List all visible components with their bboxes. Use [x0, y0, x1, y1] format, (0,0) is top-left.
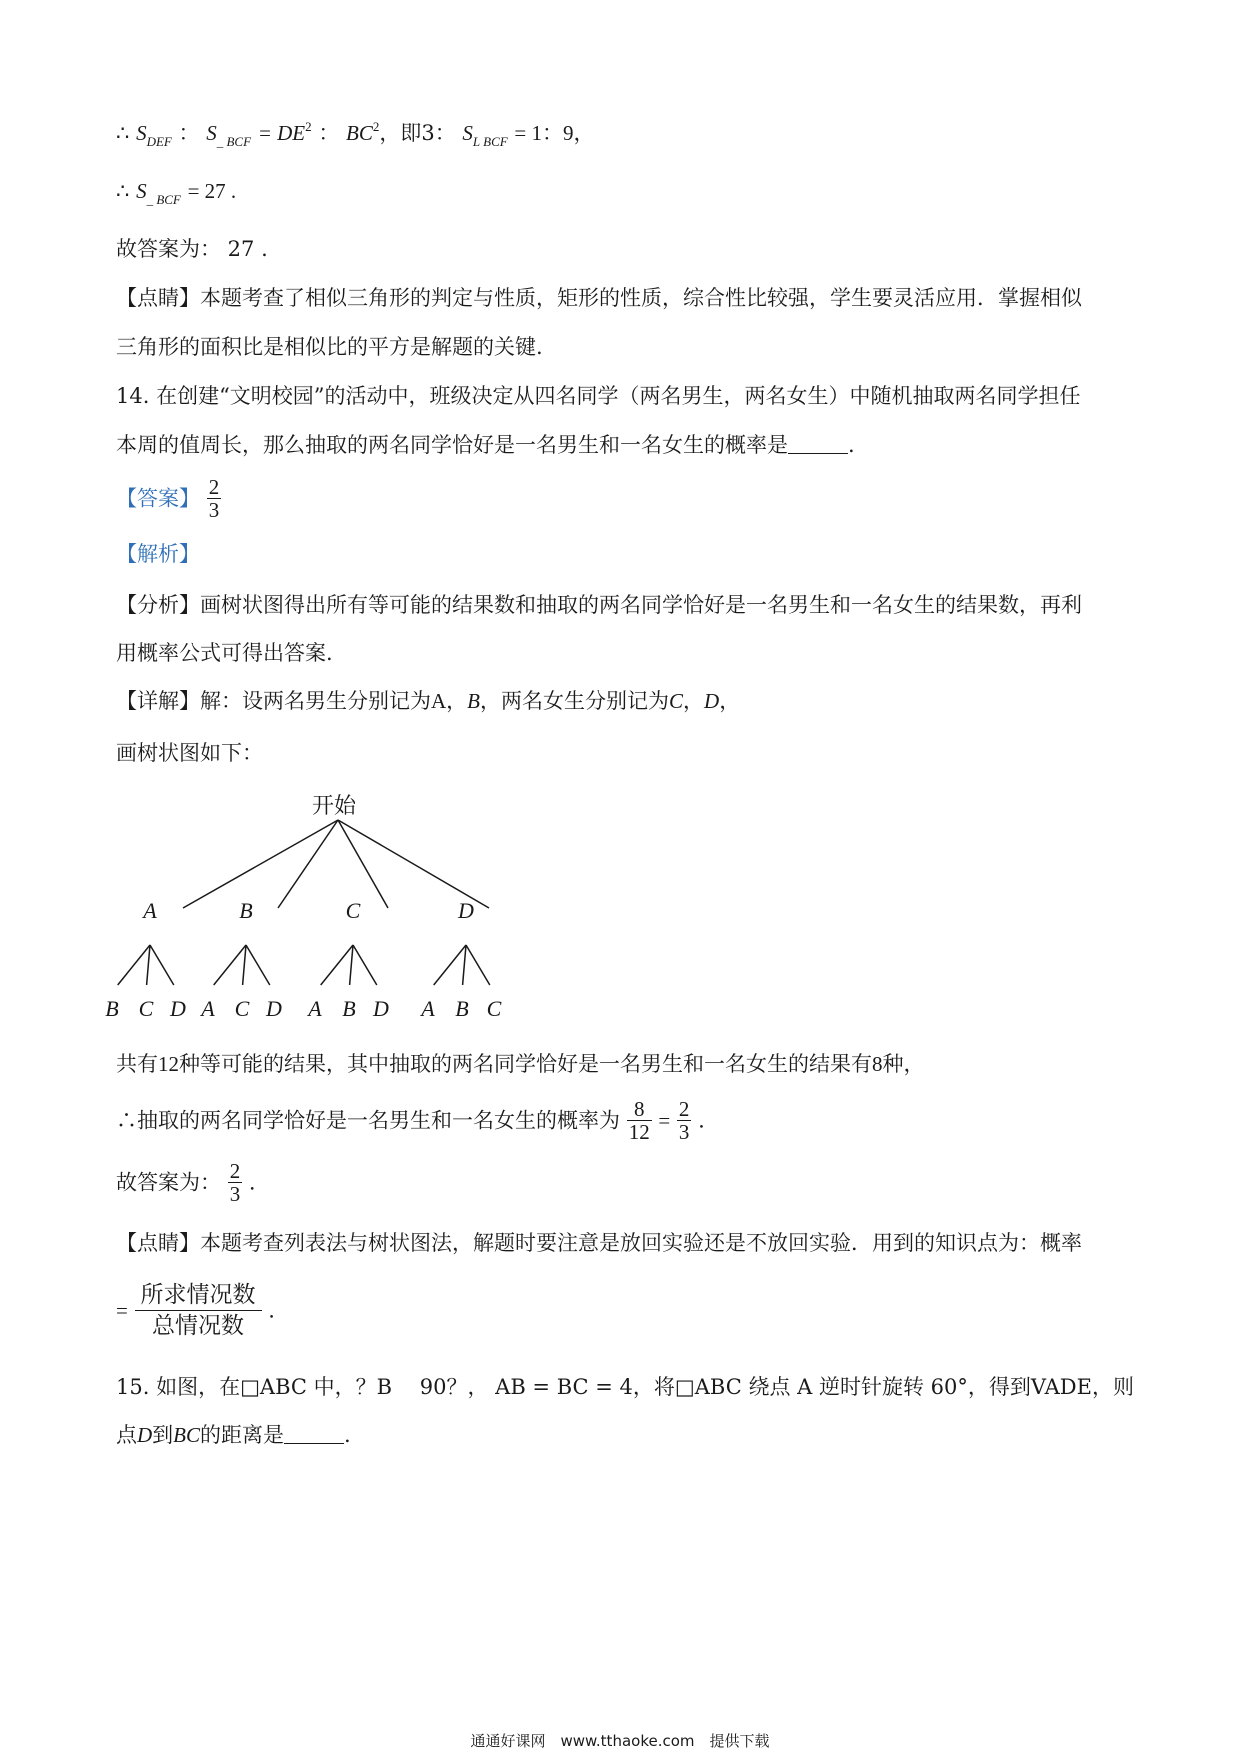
tree-leaf-A: A	[201, 996, 215, 1021]
probability-formula: = $\frac{\text{所求情况数}}{\text{总情况数}}$ .	[116, 1282, 275, 1339]
tree-edge	[150, 945, 174, 985]
tree-edge	[321, 945, 353, 985]
tree-edge	[350, 945, 353, 985]
answer-line: 故答案为： 27 .	[116, 237, 268, 261]
tree-leaf-B: B	[342, 996, 356, 1021]
tree-edge	[243, 945, 246, 985]
tree-edge	[214, 945, 246, 985]
tree-edge	[466, 945, 490, 985]
comment-line: 三角形的面积比是相似比的平方是解题的关键.	[116, 335, 543, 359]
answer-blank	[788, 433, 848, 454]
tree-leaf-A: A	[421, 996, 435, 1021]
tree-diagram	[105, 780, 568, 1021]
tree-leaf-B: B	[105, 996, 119, 1021]
tree-leaf-D: D	[266, 996, 282, 1021]
tree-leaf-C: C	[138, 996, 154, 1021]
answer-block	[116, 476, 221, 521]
tree-level-2	[105, 945, 501, 1021]
comment-line: 【点睛】本题考查列表法与树状图法，解题时要注意是放回实验还是不放回实验．用到的知识点为：概率	[116, 1231, 1082, 1255]
answer-tag: 【答案】	[116, 486, 200, 511]
tree-node-D: D	[458, 898, 474, 923]
tree-edge	[246, 945, 270, 985]
tree-edge	[353, 945, 377, 985]
tree-node-B: B	[239, 898, 253, 923]
result-line: ∴ $S_{\_ BCF} = 27$ .	[116, 179, 237, 207]
analysis-tag: 【解析】	[116, 542, 200, 566]
tree-root-label: 开始	[311, 794, 357, 819]
area-symbol: S	[462, 121, 473, 145]
question-15: 15. 如图，在□ABC 中，？B 90？， AB = BC = 4，将□ABC 绕点 A 逆时针旋转 60°，得到VADE，则	[116, 1375, 1134, 1399]
answer-blank	[284, 1423, 344, 1444]
tree-leaf-C: C	[486, 996, 502, 1021]
therefore-symbol: ∴	[116, 121, 130, 145]
tree-leaf-C: C	[234, 996, 250, 1021]
final-answer-line: 故答案为： $\frac{2}{3}$ .	[116, 1159, 256, 1206]
tree-level-1	[141, 898, 474, 923]
tree-edge	[434, 945, 466, 985]
question-14: 14. 在创建“文明校园”的活动中，班级决定从四名同学（两名男生，两名女生）中随机抽取两名同学担任	[116, 384, 1081, 408]
detail-line: 【详解】解：设两名男生分别记为A，B，两名女生分别记为C，D，	[116, 689, 741, 713]
tree-leaf-D: D	[373, 996, 389, 1021]
formula-fraction: $\frac{\text{所求情况数}}{\text{总情况数}}$	[135, 1280, 262, 1341]
tree-intro: 画树状图如下：	[116, 741, 263, 765]
tree-node-C: C	[345, 898, 361, 923]
area-subscript: DEF	[146, 134, 172, 149]
area-symbol: S	[136, 121, 147, 145]
tree-leaf-D: D	[170, 996, 186, 1021]
probability-line: ∴抽取的两名同学恰好是一名男生和一名女生的概率为 $\frac{8}{12}$ = $\frac{2}{3}$ .	[116, 1097, 705, 1144]
tree-edge	[147, 945, 150, 985]
question-15-cont: 点D到BC的距离是 .	[116, 1423, 351, 1447]
area-subscript: L BCF	[472, 134, 508, 149]
ratio-line: ∴ $S_{DEF}$ ： $S_{\_ BCF} = DE^2$ ： $BC^2$，即3： $S_{L BCF} = 1$：9，	[116, 119, 595, 149]
result-count-line: 共有12种等可能的结果，其中抽取的两名同学恰好是一名男生和一名女生的结果有8种，	[116, 1052, 925, 1076]
fraction-8-12: $\frac{8}{12}$	[628, 1097, 650, 1144]
question-14-cont: 本周的值周长，那么抽取的两名同学恰好是一名男生和一名女生的概率是 .	[116, 433, 855, 457]
fraction-2-3: $\frac{2}{3}$	[678, 1097, 690, 1144]
tree-leaf-A: A	[308, 996, 322, 1021]
answer-fraction: $\frac{2}{3}$	[208, 475, 220, 522]
analysis-line: 【分析】画树状图得出所有等可能的结果数和抽取的两名同学恰好是一名男生和一名女生的结果数，再利	[116, 593, 1082, 617]
area-symbol: S	[206, 121, 217, 145]
footer: 通通好课网 www.tthaoke.com 提供下载	[470, 1732, 770, 1750]
tree-leaf-B: B	[455, 996, 469, 1021]
tree-edge	[118, 945, 150, 985]
tree-edge	[463, 945, 466, 985]
comment-line: 【点睛】本题考查了相似三角形的判定与性质，矩形的性质，综合性比较强，学生要灵活应用．掌握相似	[116, 286, 1082, 310]
analysis-line: 用概率公式可得出答案.	[116, 641, 333, 665]
tree-node-A: A	[143, 898, 157, 923]
final-answer-fraction: $\frac{2}{3}$	[229, 1159, 241, 1206]
area-subscript: _ BCF	[216, 134, 252, 149]
root-edges	[183, 820, 489, 908]
